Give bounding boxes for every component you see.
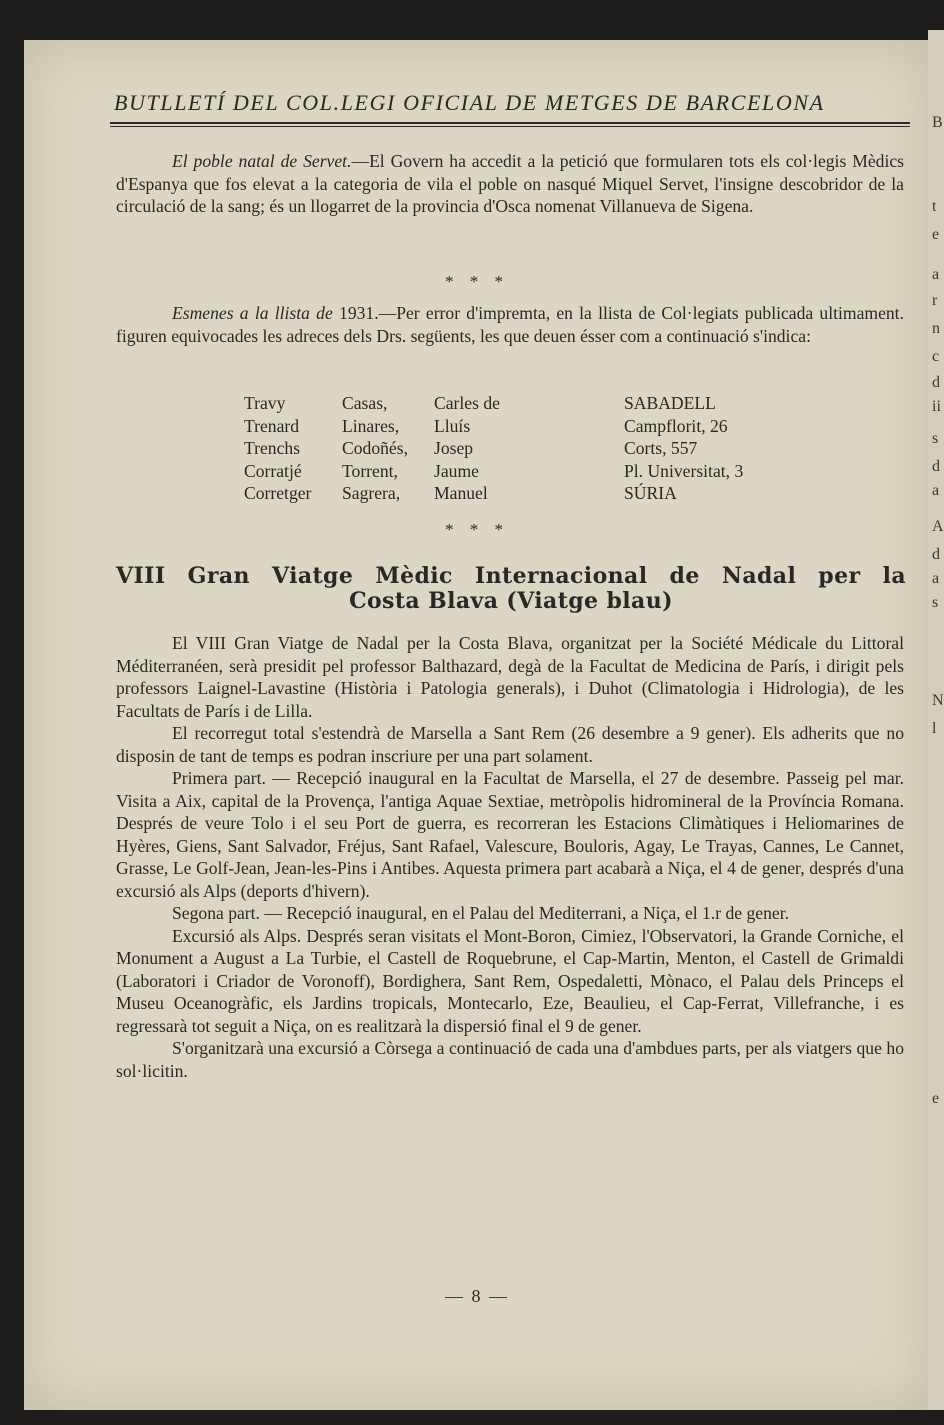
- correction-surname2: Codoñés,: [342, 438, 408, 458]
- correction-address: Campflorit, 26: [624, 415, 728, 436]
- edge-letter: a: [932, 570, 940, 587]
- correction-row: [244, 415, 743, 438]
- running-header: BUTLLETÍ DEL COL.LEGI OFICIAL DE METGES DE BARCELONA: [114, 90, 825, 115]
- correction-address: SABADELL: [624, 393, 716, 413]
- correction-surname1: Travy: [244, 393, 286, 413]
- edge-letter: e: [932, 1090, 940, 1107]
- edge-letter: c: [932, 348, 940, 365]
- correction-name: Josep: [434, 438, 474, 458]
- note-servet-heading: El poble natal de Servet.: [172, 151, 352, 171]
- edge-letter: ii: [932, 398, 941, 415]
- edge-letter: s: [932, 594, 939, 611]
- article-body: [116, 632, 904, 1082]
- next-page-edge: [928, 30, 944, 1410]
- corrections-table: [244, 392, 743, 505]
- correction-name: Manuel: [434, 483, 488, 503]
- edge-letter: r: [932, 292, 938, 309]
- article-paragraph: El recorregut total s'estendrà de Marsella a Sant Rem (26 desembre a 9 gener). Els adherits que no disposin de tant de temps es podran inscriure per una part solament.: [116, 723, 904, 766]
- article-paragraph: Excursió als Alps. Després seran visitats el Mont-Boron, Cimiez, l'Observatori, la Grande Corniche, el Monument a August a La Turbie, el Castell de Roquebrune, el Cap-Martin, Menton, el Castell de Grimaldi (Laboratori i Criador de Voronoff), Bordighera, Sant Rem, Ospedaletti, Mònaco, el Palau dels Princeps el Museu Oceanogràfic, els Jardins tropicals, Montecarlo, Eze, Beaulieu, el Cap-Ferrat, Villefranche, i es regressarà tot seguit a Niça, on es realitzarà la dispersió final el 9 de gener.: [116, 925, 904, 1036]
- section-separator: * * *: [445, 272, 509, 291]
- article-title-line2: Costa Blava (Viatge blau): [349, 588, 673, 614]
- correction-row: [244, 460, 743, 483]
- correction-surname1: Trenard: [244, 415, 300, 436]
- correction-surname1: Trenchs: [244, 438, 301, 458]
- correction-surname2: Casas,: [342, 393, 388, 413]
- correction-address: SÚRIA: [624, 483, 677, 503]
- correction-address: Pl. Universitat, 3: [624, 460, 744, 481]
- note-servet: [116, 150, 904, 218]
- correction-name: Jaume: [434, 460, 479, 481]
- edge-letter: d: [932, 458, 940, 475]
- edge-letter: a: [932, 266, 940, 283]
- header-rule-thin: [110, 126, 910, 127]
- correction-surname1: Corretger: [244, 483, 312, 503]
- correction-name: Lluís: [434, 415, 471, 436]
- note-corrections-heading: Esmenes a la llista de: [172, 303, 333, 323]
- edge-letter: A: [932, 518, 944, 535]
- edge-letter: t: [932, 198, 937, 215]
- edge-letter: n: [932, 320, 940, 337]
- correction-surname1: Corratjé: [244, 460, 302, 481]
- correction-row: [244, 437, 743, 460]
- correction-surname2: Linares,: [342, 415, 400, 436]
- note-corrections-year: 1931.: [339, 303, 379, 323]
- document-page: [24, 40, 930, 1410]
- correction-surname2: Sagrera,: [342, 483, 401, 503]
- correction-name: Carles de: [434, 393, 500, 413]
- edge-letter: d: [932, 546, 940, 563]
- correction-address: Corts, 557: [624, 438, 698, 458]
- edge-letter: a: [932, 482, 940, 499]
- edge-letter: l: [932, 720, 937, 737]
- edge-letter: s: [932, 430, 939, 447]
- note-corrections-body: —Per error d'impremta, en la llista de Col·legiats publicada ultimament. figuren equivocades les adreces dels Drs. següents, les que deuen ésser com a continuació s'indica:: [116, 303, 904, 346]
- article-paragraph: El VIII Gran Viatge de Nadal per la Costa Blava, organitzat per la Société Médicale du Littoral Méditerranéen, serà presidit pel professor Balthazard, degà de la Facultat de Medicina de París, i dirigit pels professors Laignel-Lavastine (Història i Patologia generals), i Duhot (Climatologia i Hidrologia), de les Facultats de París i de Lilla.: [116, 633, 904, 721]
- section-separator-2: * * *: [445, 520, 509, 539]
- article-title-line1: VIII Gran Viatge Mèdic Internacional de Nadal per la: [116, 563, 906, 589]
- article-title: [116, 564, 906, 614]
- article-paragraph: S'organitzarà una excursió a Còrsega a continuació de cada una d'ambdues parts, per als viatgers que ho sol·licitin.: [116, 1038, 904, 1081]
- edge-letter: B: [932, 114, 943, 131]
- article-paragraph: Segona part. — Recepció inaugural, en el Palau del Mediterrani, a Niça, el 1.r de gener.: [172, 903, 790, 923]
- article-paragraph: Primera part. — Recepció inaugural en la Facultat de Marsella, el 27 de desembre. Passeig pel mar. Visita a Aix, capital de la Provença, l'antiga Aquae Sextiae, metròpolis hidromineral de la Província Romana. Després de veure Tolo i el seu Port de guerra, es recorreran les Estacions Climàtiques i Heliomarines de Hyères, Giens, Sant Salvador, Fréjus, Sant Rafael, Valescure, Bouloris, Agay, Le Trayas, Cannes, Le Cannet, Grasse, Le Golf-Jean, Jean-les-Pins i Antibes. Aquesta primera part acabarà a Niça, el 4 de gener, després d'una excursió als Alps (deports d'hivern).: [116, 768, 904, 901]
- header-rule: [110, 122, 910, 124]
- edge-letter: e: [932, 226, 940, 243]
- page-number: — 8 —: [445, 1286, 509, 1306]
- correction-row: [244, 392, 743, 415]
- note-servet-body: —El Govern ha accedit a la petició que formularen tots els col·legis Mèdics d'Espanya que fos elevat a la categoria de vila el poble on nasqué Miquel Servet, l'insigne descobridor de la circulació de la sang; és un llogarret de la provincia d'Osca nomenat Villanueva de Sigena.: [116, 151, 904, 216]
- edge-letter: N: [932, 692, 944, 709]
- note-corrections: [116, 302, 904, 347]
- correction-surname2: Torrent,: [342, 460, 398, 481]
- edge-letter: d: [932, 374, 940, 391]
- correction-row: [244, 482, 743, 505]
